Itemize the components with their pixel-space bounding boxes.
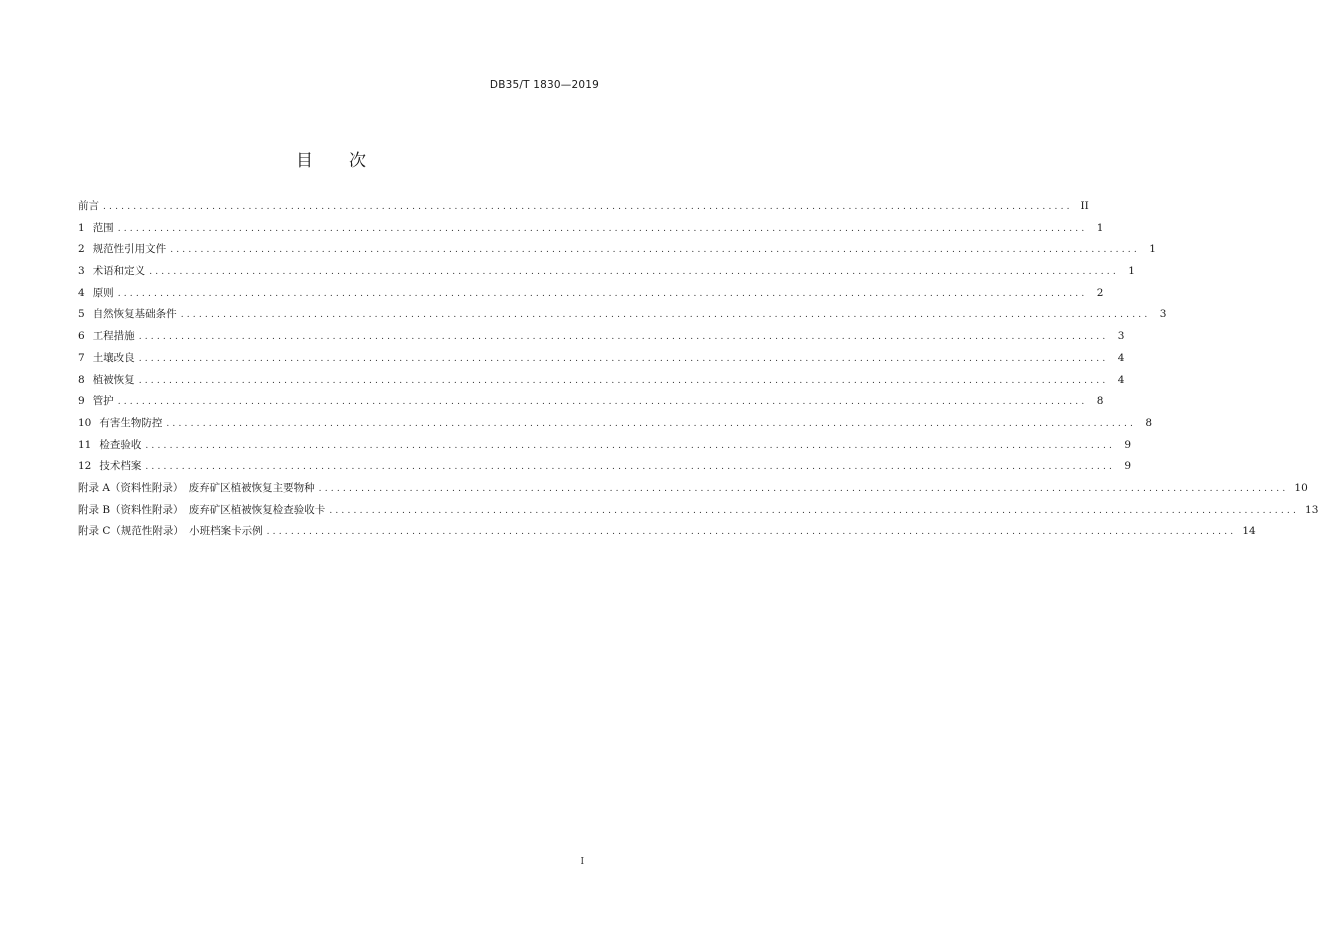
toc-entry-page: 10 <box>1294 481 1308 494</box>
toc-entry-page: 1 <box>1096 221 1104 234</box>
toc-entry-text: 附录 B（资料性附录） 废弃矿区植被恢复检查验收卡 <box>78 503 326 516</box>
toc-entry-text: 管护 <box>92 395 114 408</box>
toc-entry-page: 9 <box>1124 460 1132 473</box>
title-char-right: 次 <box>349 151 366 171</box>
toc-entry-text: 土壤改良 <box>92 351 135 364</box>
toc-entry-text: 附录 C（规范性附录） 小班档案卡示例 <box>78 525 263 538</box>
toc-entry-label <box>78 263 145 278</box>
toc-entry-page: 3 <box>1117 330 1125 343</box>
toc-entry-label <box>78 393 114 408</box>
toc-entry-number: 11 <box>78 438 92 451</box>
toc-entry-text: 有害生物防控 <box>99 416 163 429</box>
toc-entry-text: 术语和定义 <box>92 265 146 278</box>
dot-leader: ................................................................................................................................................................ <box>329 505 1300 516</box>
toc-entry-number: 12 <box>78 460 92 473</box>
page-title <box>0 146 662 171</box>
toc-entry-page: 8 <box>1145 416 1153 429</box>
toc-entry-page: 3 <box>1159 308 1167 321</box>
toc-entry-text: 技术档案 <box>99 460 142 473</box>
dot-leader: ................................................................................................................................................................ <box>266 527 1237 538</box>
toc-entry-page: 1 <box>1128 265 1135 278</box>
dot-leader: ................................................................................................................................................................ <box>149 267 1119 278</box>
dot-leader: ................................................................................................................................................................ <box>170 245 1140 256</box>
dot-leader: ................................................................................................................................................................ <box>117 223 1088 234</box>
document-code: DB35/T 1830—2019 <box>489 79 599 91</box>
toc-entry-text: 检查验收 <box>99 438 142 451</box>
toc-entry-label <box>78 502 325 517</box>
toc-entry[interactable] <box>78 306 1167 328</box>
toc-entry-number: 2 <box>78 243 85 256</box>
toc-entry[interactable] <box>78 285 1104 307</box>
toc-entry[interactable] <box>78 480 1308 502</box>
toc-entry[interactable] <box>78 523 1256 545</box>
toc-entry[interactable] <box>78 458 1132 480</box>
dot-leader: ................................................................................................................................................................ <box>138 375 1109 386</box>
toc-entry[interactable] <box>78 328 1125 350</box>
toc-entry[interactable] <box>78 393 1104 415</box>
toc-entry[interactable] <box>78 350 1125 372</box>
toc-entry-label <box>78 458 141 473</box>
dot-leader: ................................................................................................................................................................ <box>180 310 1151 321</box>
toc-entry-text: 规范性引用文件 <box>92 243 167 256</box>
dot-leader: ................................................................................................................................................................ <box>138 332 1109 343</box>
dot-leader: ................................................................................................................................................................ <box>145 440 1116 451</box>
toc-entry[interactable] <box>78 220 1104 242</box>
toc-entry[interactable] <box>78 263 1135 285</box>
toc-entry-number: 9 <box>78 395 85 408</box>
toc-entry-text: 自然恢复基础条件 <box>92 308 177 321</box>
toc-entry[interactable] <box>78 502 1318 524</box>
toc-entry-text: 植被恢复 <box>92 373 135 386</box>
toc-entry[interactable] <box>78 241 1156 263</box>
dot-leader: ................................................................................................................................................................ <box>117 397 1088 408</box>
toc-entry[interactable] <box>78 372 1125 394</box>
toc-entry-page: 14 <box>1242 525 1256 538</box>
dot-leader: ................................................................................................................................................................ <box>166 418 1137 429</box>
toc-entry-page: 1 <box>1149 243 1156 256</box>
toc-entry-label <box>78 350 135 365</box>
toc-entry-page: II <box>1080 200 1089 212</box>
toc-entry-page: 2 <box>1096 286 1104 299</box>
toc-entry-label <box>78 415 162 430</box>
toc-entry[interactable] <box>78 198 1089 220</box>
toc-entry-label <box>78 523 263 538</box>
toc-entry-number: 1 <box>78 221 85 234</box>
toc-entry-text: 原则 <box>92 286 114 299</box>
toc-entry-label <box>78 306 177 321</box>
toc-entry-label <box>78 328 135 343</box>
toc-entry-text: 工程措施 <box>92 330 135 343</box>
dot-leader: ................................................................................................................................................................ <box>117 288 1088 299</box>
dot-leader: ................................................................................................................................................................ <box>103 202 1073 212</box>
toc-entry-text: 附录 A（资料性附录） 废弃矿区植被恢复主要物种 <box>78 481 315 494</box>
toc-entry-page: 4 <box>1117 373 1125 386</box>
toc-entry-page: 13 <box>1305 503 1318 516</box>
page-number: I <box>580 857 584 867</box>
toc-entry-page: 8 <box>1096 395 1104 408</box>
toc-entry-number: 5 <box>78 308 85 321</box>
toc-entry-page: 9 <box>1124 438 1132 451</box>
dot-leader: ................................................................................................................................................................ <box>138 353 1109 364</box>
toc-entry[interactable] <box>78 415 1153 437</box>
table-of-contents <box>78 198 1318 545</box>
toc-entry-number: 4 <box>78 286 85 299</box>
toc-entry-label <box>78 285 114 300</box>
title-char-left: 目 <box>296 151 313 171</box>
toc-entry-label <box>78 220 114 235</box>
toc-entry-number: 3 <box>78 265 85 278</box>
toc-entry-number: 6 <box>78 330 85 343</box>
toc-entry-text: 前言 <box>78 200 99 212</box>
toc-entry-text: 范围 <box>92 221 114 234</box>
toc-entry[interactable] <box>78 437 1132 459</box>
toc-entry-number: 10 <box>78 416 92 429</box>
toc-entry-number: 7 <box>78 351 85 364</box>
toc-entry-label <box>78 480 315 495</box>
dot-leader: ................................................................................................................................................................ <box>318 483 1289 494</box>
toc-entry-label <box>78 198 99 213</box>
dot-leader: ................................................................................................................................................................ <box>145 462 1116 473</box>
toc-entry-number: 8 <box>78 373 85 386</box>
toc-entry-label <box>78 241 166 256</box>
toc-entry-label <box>78 372 135 387</box>
toc-entry-label <box>78 437 141 452</box>
toc-entry-page: 4 <box>1117 351 1125 364</box>
